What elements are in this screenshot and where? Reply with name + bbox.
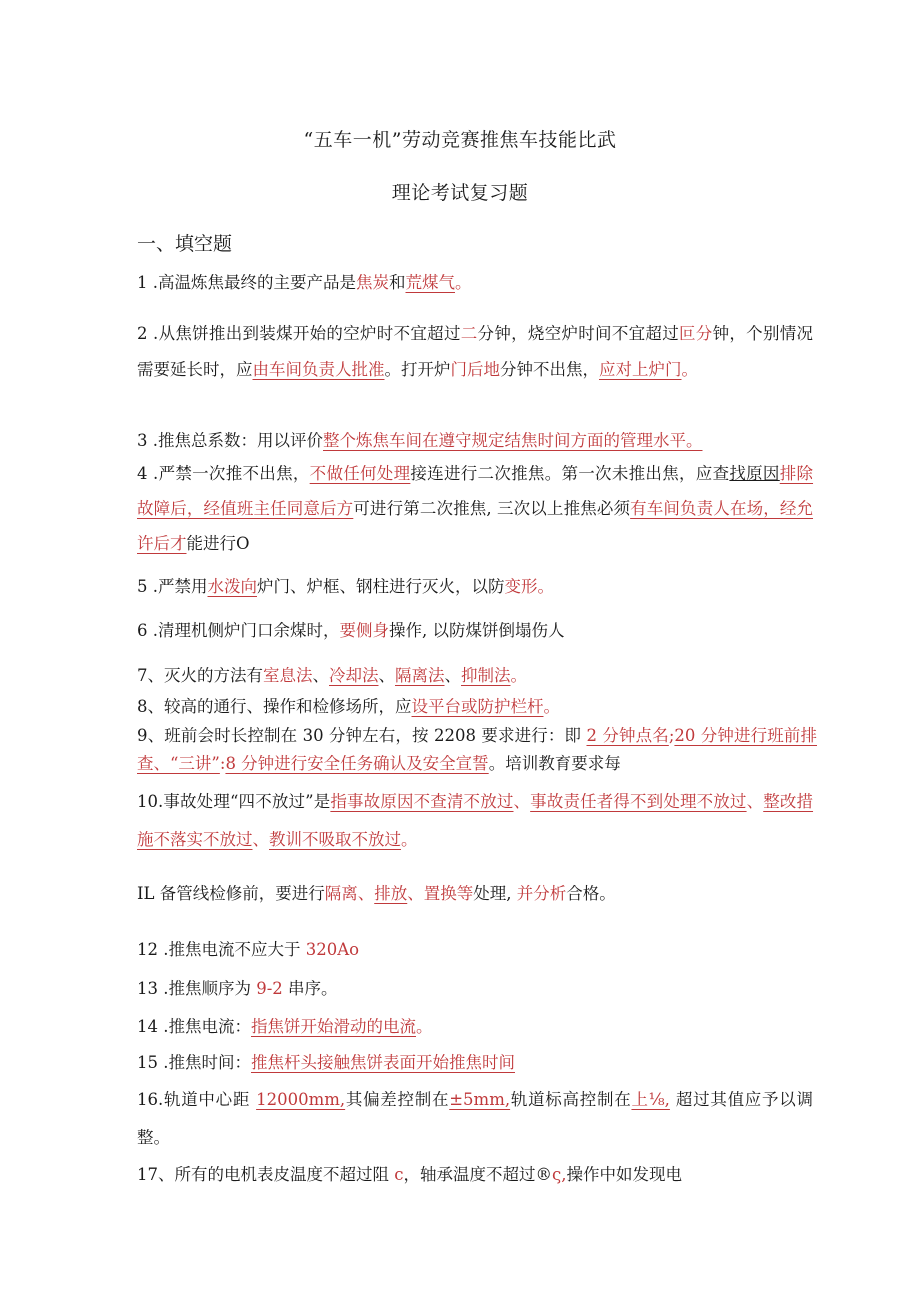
answer: 要侧身 — [339, 621, 389, 640]
question-2 — [137, 316, 813, 388]
question-text: 4 .严禁一次推不出焦， — [137, 464, 310, 483]
question-text: 3 .推焦总系数：用以评价 — [137, 431, 323, 450]
answer: 二 — [460, 324, 478, 343]
question-14 — [137, 1010, 817, 1044]
answer: 上⅛, — [631, 1090, 670, 1109]
answer: 变形 — [504, 577, 538, 596]
answer: 320Ao — [305, 940, 360, 959]
answer: 20 分钟进行班前排查、“三讲” — [137, 726, 817, 773]
question-text: 。 — [401, 830, 418, 849]
answer: 找原因 — [729, 464, 780, 483]
question-text: 可进行第二次推焦, 三次以上推焦必须 — [353, 499, 631, 518]
question-text: 。打开炉 — [384, 360, 451, 379]
question-text: 能进行O — [186, 534, 250, 553]
answer: ς, — [552, 1165, 567, 1184]
answer: 室息法 — [263, 666, 313, 685]
question-text: 16.轨道中心距 — [137, 1090, 257, 1109]
question-3 — [137, 424, 817, 458]
separator: 、 — [513, 792, 531, 811]
answer: c — [394, 1165, 404, 1184]
question-text: 13 .推焦顺序为 — [137, 979, 257, 998]
question-text: 操作中如发现电 — [566, 1165, 682, 1184]
separator: 、 — [378, 666, 395, 685]
answer: 设平台或防护栏杆 — [411, 697, 544, 716]
question-text: 分钟不出焦， — [500, 360, 599, 379]
answer: 不做任何处理 — [309, 464, 411, 483]
answer: 排放 — [374, 884, 408, 903]
question-text: 17、所有的电机表皮温度不超过阻 — [137, 1165, 395, 1184]
question-text: 超过其值应予以调整。 — [137, 1090, 813, 1147]
question-text: 15 .推焦时间： — [137, 1053, 251, 1072]
question-text: 分钟，烧空炉时间不宜超过 — [477, 324, 679, 343]
answer: 排除故障后，经值班主任同意后方 — [137, 464, 814, 518]
answer: 2 分钟点名 — [586, 726, 669, 745]
answer: 应对上炉门 — [599, 360, 682, 379]
question-text: IL 备管线检修前，要进行 — [137, 884, 325, 903]
document-subtitle: 理论考试复习题 — [391, 182, 529, 204]
question-9 — [137, 722, 817, 778]
answer: 冷却法 — [329, 666, 379, 685]
answer: 门后地 — [450, 360, 500, 379]
answer: 抑制法 — [461, 666, 511, 685]
question-4 — [137, 456, 813, 561]
answer: 水泼向 — [207, 577, 257, 596]
answer: 有车间负责人在场，经允许后才 — [137, 499, 814, 553]
question-text: 8、较高的通行、操作和检修场所，应 — [137, 697, 412, 716]
question-text: 炉门、炉框、钢柱进行灭火，以防 — [257, 577, 505, 596]
separator: : — [219, 754, 226, 773]
answer: 教训不吸取不放过 — [269, 830, 401, 849]
question-text: 7、灭火的方法有 — [137, 666, 263, 685]
question-17 — [137, 1158, 817, 1192]
answer: 整改措施不落实不放过 — [137, 792, 814, 849]
answer: 叵分 — [679, 324, 713, 343]
question-text: 处理, — [473, 884, 517, 903]
question-text: 12 .推焦电流不应大于 — [137, 940, 306, 959]
question-text: 其偏差控制在 — [345, 1090, 450, 1109]
question-text: 钟，个别情况需要延长时，应 — [137, 324, 814, 379]
question-13 — [137, 972, 817, 1006]
answer: 荒煤气 — [405, 273, 455, 292]
separator: 、 — [444, 666, 461, 685]
question-text: 合格。 — [566, 884, 616, 903]
question-11 — [137, 877, 817, 911]
question-7 — [137, 659, 817, 693]
question-text: 接连进行二次推焦。第一次未推出焦，应查 — [410, 464, 730, 483]
question-text: 。 — [455, 273, 472, 292]
separator: 、 — [252, 830, 269, 849]
question-text: 5 .严禁用 — [137, 577, 208, 596]
separator: 、 — [746, 792, 764, 811]
question-text: 操作, 以防煤饼倒塌伤人 — [389, 621, 565, 640]
separator: 、 — [407, 884, 424, 903]
question-15 — [137, 1046, 817, 1080]
answer: 事故责任者得不到处理不放过 — [530, 792, 747, 811]
answer: 置换等 — [423, 884, 474, 903]
answer: 焦炭 — [356, 273, 389, 292]
answer: 9-2 — [256, 979, 283, 998]
question-text: 。 — [681, 360, 698, 379]
answer: 12000mm, — [256, 1090, 346, 1109]
question-text: 14 .推焦电流： — [137, 1017, 251, 1036]
question-text: 。 — [510, 666, 527, 685]
answer: ±5mm, — [449, 1090, 511, 1109]
question-10 — [137, 783, 813, 859]
question-text: 10.事故处理“四不放过”是 — [137, 792, 331, 811]
question-8 — [137, 690, 817, 724]
question-16 — [137, 1081, 813, 1157]
question-text: 串序。 — [282, 979, 338, 998]
question-text: ，轴承温度不超过® — [403, 1165, 552, 1184]
question-text: 9、班前会时长控制在 30 分钟左右，按 2208 要求进行：即 — [137, 726, 587, 745]
answer: 整个炼焦车间在遵守规定结焦时间方面的管理水平。 — [323, 431, 703, 450]
question-12 — [137, 933, 817, 967]
answer: 8 分钟进行安全任务确认及安全宣誓 — [225, 754, 489, 773]
question-text: 。培训教育要求每 — [488, 754, 621, 773]
question-text: 。 — [537, 577, 554, 596]
question-text: 轨道标高控制在 — [510, 1090, 632, 1109]
question-6 — [137, 614, 817, 648]
question-1 — [137, 266, 817, 300]
answer: 指事故原因不查清不放过 — [330, 792, 514, 811]
separator: 、 — [357, 884, 375, 903]
separator: ; — [668, 726, 675, 745]
question-text: 2 .从焦饼推出到装煤开始的空炉时不宜超过 — [137, 324, 461, 343]
question-text: 6 .清理机侧炉门口余煤时， — [137, 621, 340, 640]
question-text: 1 .高温炼焦最终的主要产品是 — [137, 273, 356, 292]
answer: 隔离 — [324, 884, 358, 903]
answer: 由车间负责人批准 — [252, 360, 385, 379]
answer: 指焦饼开始滑动的电流 — [251, 1017, 416, 1036]
answer: 隔离法 — [395, 666, 445, 685]
question-text: 和 — [389, 273, 406, 292]
question-text: 。 — [416, 1017, 433, 1036]
question-5 — [137, 570, 817, 604]
separator: 、 — [312, 666, 329, 685]
document-title: “五车一机”劳动竞赛推焦车技能比武 — [303, 129, 617, 151]
answer: 推焦杆头接触焦饼表面开始推焦时间 — [251, 1053, 515, 1072]
question-text: 。 — [543, 697, 560, 716]
section-heading: 一、填空题 — [137, 233, 233, 255]
answer: 并分析 — [516, 884, 567, 903]
